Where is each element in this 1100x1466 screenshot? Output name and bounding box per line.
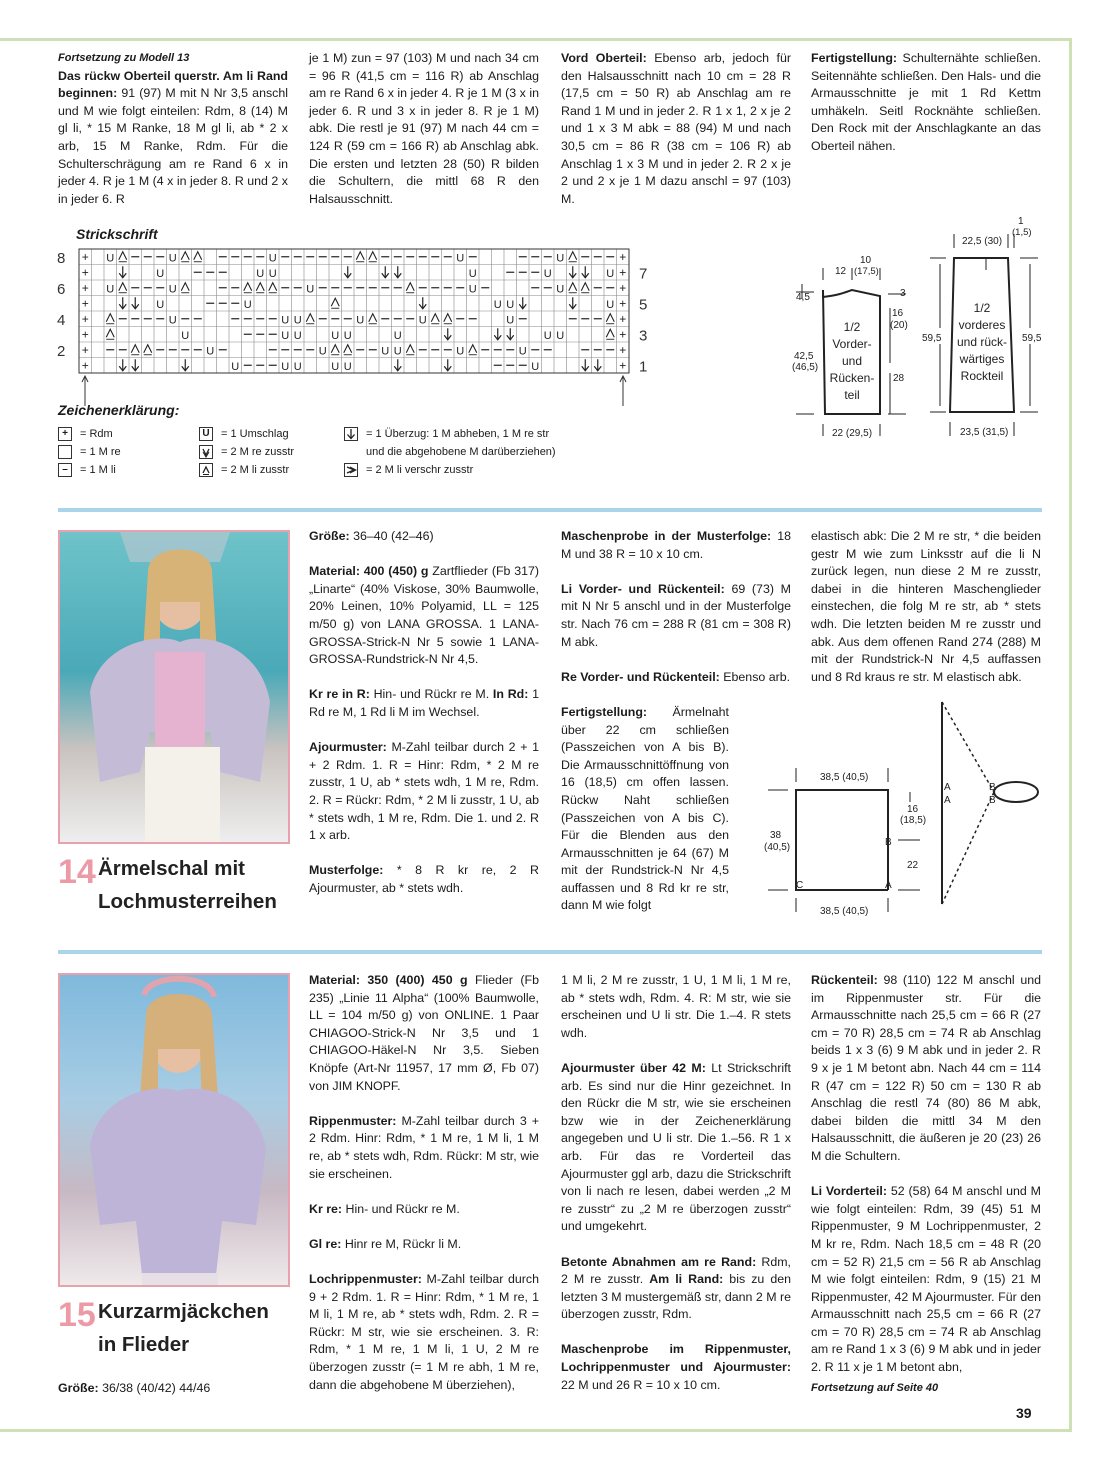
svg-text:1/2: 1/2 [973,301,991,315]
svg-text:+: + [619,265,627,280]
svg-text:U: U [206,345,215,358]
svg-text:+: + [81,342,89,357]
finishing-heading: Fertigstellung: [811,51,898,65]
continuation-footer: Fortsetzung auf Seite 40 [811,1382,939,1394]
front-top-heading: Vord Oberteil: [561,51,647,65]
svg-text:U: U [356,314,365,327]
svg-text:U: U [168,314,177,327]
svg-text:U: U [468,283,477,296]
svg-text:U: U [493,298,502,311]
svg-text:vorderes: vorderes [958,318,1006,332]
svg-text:teil: teil [844,388,860,402]
svg-text:+: + [81,249,89,264]
section-divider-2 [58,950,1042,954]
svg-text:U: U [181,329,190,342]
slip-pass-symbol [344,427,358,441]
chart-row-number-right: 3 [639,327,648,345]
svg-text:U: U [281,360,290,373]
chart-row-number-right: 1 [639,358,648,376]
p2tog-symbol [199,463,213,477]
shawl-bottom-dim: 38,5 (40,5) [820,906,869,917]
model-15-number: 15 [58,1296,96,1334]
svg-text:U: U [156,298,165,311]
shawl-left-dim-1: 38 [770,830,782,841]
shawl-mark-b3: B [989,795,996,806]
m15-col-2: Material: 350 (400) 450 g Flieder (Fb 235) „Linie 11 Alpha“ (100% Baumwolle, LL = 104 m/50 g) von ONLINE. 1 Paar CHIAGOO-Strick-N Nr 3,5 und 1 CHIAGOO-Häkel-N Nr 3,5. Sieben Knöpfe (Art-Nr 11957, 17 mm Ø, Fb 07) von JIM KNOPF. Rippenmuster: M-Zahl teilbar durch 3 + 2 Rdm. Hinr: Rdm, * 1 M re, 1 M li, 1 M re, ab * stets wdh, Rdm. Rückr: M str, wie sie erscheinen. Kr re: Hin- und Rückr re M. Gl re: Hinr re M, Rückr li M. Lochrippenmuster: M-Zahl teilbar durch 9 + 2 Rdm. 1. R = Hinr: Rdm, * 1 M re, 1 M li, 1 M re, ab * stets wdh, Rdm. 2. R = Rückr: M str, wie sie erscheinen. 3. R: Rdm, * 1 M re, 1 M li, 1 U, 2 M re überzogen zusstr (= 1 M re abh, 1 M re, dann die abgehobene M überziehen), [309,973,539,1392]
s1-h28: 28 [893,373,905,384]
svg-text:U: U [331,329,340,342]
legend-title: Zeichenerklärung: [58,402,180,418]
s2-n15: (1,5) [1012,227,1032,238]
legend-col-3: = 1 Überzug: 1 M abheben, 1 M re str und die abgehobene M darüberziehen) = 2 M li verschr zusstr [344,425,556,479]
svg-text:U: U [381,345,390,358]
section-divider-1 [58,508,1042,512]
bodice-schematic [780,248,920,448]
s2-h-right: 59,5 [1022,333,1042,344]
s1-h3: 3 [900,288,906,299]
shawl-r22: 22 [907,860,919,871]
svg-text:+: + [619,311,627,326]
svg-text:+: + [81,358,89,373]
svg-text:und rück-: und rück- [956,335,1008,349]
svg-text:Rücken-: Rücken- [829,371,875,385]
model-15-figure [60,975,290,1287]
svg-text:U: U [543,267,552,280]
svg-text:Vorder-: Vorder- [832,337,872,351]
shawl-r16: 16 [907,804,919,815]
s1-h465: (46,5) [792,362,819,373]
knitting-chart [55,246,665,406]
svg-text:U: U [468,267,477,280]
svg-text:U: U [393,345,402,358]
s2-h-left: 59,5 [922,333,942,344]
m14-col-3: Maschenprobe in der Musterfolge: 18 M und 38 R = 10 x 10 cm. Li Vorder- und Rückenteil: 69 (73) M mit N Nr 5 anschl und in der Musterfolge str. Nach 76 cm = 288 R (81 cm = 308 R) M abk. Re Vorder- und Rückenteil: Ebenso arb. Fertigstellung: Ärmelnaht über 22 cm schließen (Passzeichen von A bis B). Die Armausschnittöffnung von 16 (18,5) cm offen lassen. Rückw Naht schließen (Passzeichen von A bis C). Für die Blenden aus den Armausschnitten je 64 (67) M mit der Rundstrick-N Nr 4,5 auffassen und 8 Rd kr re str, dann M wie folgt [561,529,791,913]
page-number: 39 [1016,1405,1032,1421]
svg-text:U: U [168,283,177,296]
purl-symbol: – [58,463,72,477]
svg-text:wärtiges: wärtiges [959,352,1005,366]
svg-text:Rockteil: Rockteil [960,369,1004,383]
svg-text:U: U [156,267,165,280]
svg-text:U: U [556,252,565,265]
svg-text:+: + [81,311,89,326]
svg-text:+: + [619,249,627,264]
svg-text:U: U [418,314,427,327]
continuation-label: Fortsetzung zu Modell 13 [58,52,190,64]
svg-text:U: U [606,298,615,311]
s1-h45: 4,5 [796,292,810,303]
svg-text:U: U [456,345,465,358]
s1-w10: 10 [860,255,872,266]
top-col-1: Fortsetzung zu Modell 13 Das rückw Oberteil querstr. Am li Rand beginnen: 91 (97) M mit N Nr 3,5 anschl und M wie folgt einteilen: Rdm, 8 (14) M gl li, * 15 M Ranke, 18 M gl li, ab * 2 x arb, 15 M Ranke, Rdm. Für die Schulterschrägung am re Rand 6 x in jeder 4. R je 1 M (4 x in jeder 8. R und 2 x in jeder 6. R [58,52,288,206]
m15-col-3: 1 M li, 2 M re zusstr, 1 U, 1 M li, 1 M re, ab * stets wdh, Rdm. 4. R: M str, wie sie erscheinen und U li str. Die 1.–4. R stets wdh. Ajourmuster über 42 M: Lt Strickschrift arb. Es sind nur die Hinr gezeichnet. In den Rückr die M str, wie sie erscheinen bzw wie in der Zeichenerklärung angegeben und U li str. Die 1.–56. R 1 x arb. Für das re Vorderteil das Ajourmuster ggl arb, dazu die Strickschrift von li nach re lesen, dabei werden „2 M re zusstr“ zu „2 M re überzogen zusstr“ und umgekehrt. Betonte Abnahmen am re Rand: Rdm, 2 M re zusstr. Am li Rand: bis zu den letzten 3 M mustergemäß str, dann 2 M re überzogen zusstr, Rdm. Maschenprobe im Rippenmuster, Lochrippenmuster und Ajourmuster: 22 M und 26 R = 10 x 10 cm. [561,973,792,1392]
svg-text:U: U [231,360,240,373]
s2-top: 22,5 (30) [962,236,1003,247]
chart-row-number-left: 2 [57,342,66,360]
svg-text:U: U [106,252,115,265]
svg-text:1/2: 1/2 [843,320,861,334]
shawl-mark-b1: B [885,837,892,848]
top-col-3: Vord Oberteil: Ebenso arb, jedoch für den Halsausschnitt nach 10 cm = 28 R (17,5 cm = 50 R) ab Anschlag am re Rand 1 M und in jeder 2. R 1 x 1, 2 x je 2 und 1 x 3 M abk = 88 (94) M und nach 30,5 cm = 86 R (38 cm = 106 R) ab Anschlag 1 x 3 M und in jeder 2. R 2 x je 2 und 2 x je 1 M dazu anschl = 97 (103) M. [561,51,791,206]
svg-text:U: U [268,267,277,280]
svg-text:U: U [293,360,302,373]
chart-row-number-left: 4 [57,311,66,329]
svg-text:U: U [343,360,352,373]
s1-bottom: 22 (29,5) [832,428,873,439]
shawl-top-dim: 38,5 (40,5) [820,772,869,783]
svg-text:+: + [81,296,89,311]
svg-text:U: U [506,314,515,327]
svg-text:und: und [841,354,863,368]
svg-text:U: U [318,345,327,358]
svg-text:U: U [281,314,290,327]
svg-text:U: U [393,329,402,342]
s1-h16: 16 [892,308,904,319]
knit-symbol [58,445,72,459]
m14-col-2: Größe: 36–40 (42–46) Material: 400 (450) g Zartflieder (Fb 317) „Linarte“ (40% Viskose, 30% Baumwolle, 20% Leinen, 10% Polyamid, LL = 125 m/50 g) von LANA GROSSA. 1 LANA-GROSSA-Strick-N Nr 5 sowie 1 LANA-GROSSA-Rundstrick-N Nr 4,5. Kr re in R: Hin- und Rückr re M. In Rd: 1 Rd re M, 1 Rd li M im Wechsel. Ajourmuster: M-Zahl teilbar durch 2 + 1 + 2 Rdm. 1. R = Hinr: Rdm, * 2 M re zusstr, 1 U, ab * stets wdh, 1 M re, Rdm. 2. R = Rückr: Rdm, * 2 M li zusstr, 1 U, ab * stets wdh, 1 M re, Rdm. Die 1. und 2. R 1 x arb. Musterfolge: * 8 R kr re, 2 R Ajourmuster, ab * stets wdh. [309,529,539,895]
svg-text:+: + [619,358,627,373]
k2tog-symbol [199,445,213,459]
svg-text:+: + [619,342,627,357]
p2tog-tbl-symbol [344,463,358,477]
s1-w12: 12 [835,266,847,277]
svg-text:U: U [268,252,277,265]
s1-w175: (17,5) [854,266,879,277]
svg-text:U: U [168,252,177,265]
edge-stitch-symbol: + [58,427,72,441]
chart-row-number-left: 8 [57,249,66,267]
chart-title: Strickschrift [76,226,158,242]
shawl-mark-a2: A [944,782,951,793]
svg-text:U: U [543,329,552,342]
svg-text:U: U [456,252,465,265]
svg-text:U: U [281,329,290,342]
svg-text:+: + [81,327,89,342]
m15-col-4: Rückenteil: 98 (110) 122 M anschl und im Rippenmuster str. Für die Armausschnitte nach 25,5 cm = 66 R (27 cm = 70 R) 28,5 cm = 74 R ab Anschlag beids 1 x 3 (6) 9 M abk und in jeder 2. R 9 x je 1 M betont abn. Nach 44 cm = 114 R (47 cm = 122 R) 50 cm = 130 R ab Anschlag die restl 74 (80) 86 M abk, dabei bilden die mittl 34 M den Halsausschnitt, die äußeren je 20 (23) 26 M die Schultern. Li Vorderteil: 52 (58) 64 M anschl und M wie folgt einteilen: Rdm, 39 (45) 51 M Rippenmuster, 9 M Lochrippenmuster, 2 M kr re, Rdm. Nach 18,5 cm = 48 R (20 cm = 52 R) 21,5 cm = 56 R ab Anschlag M wie folgt einteilen: Rdm, 9 (15) 21 M Rippenmuster, 42 M Ajourmuster. Für den Armausschnitt nach 25,5 cm = 66 R (27 cm = 70 R) 28,5 cm = 74 R ab Anschlag am re Rand 1 x 3 (6) 9 M abk und in jeder 2. R 11 x je 1 M betont abn, Fortsetzung auf Seite 40 [811,972,1041,1394]
yarn-over-symbol: U [199,427,213,441]
s1-h20: (20) [890,320,908,331]
legend-col-1: + = Rdm = 1 M re – = 1 M li [58,425,121,479]
svg-text:U: U [606,267,615,280]
top-col-4: Fertigstellung: Schulternähte schließen. Seitennähte schließen. Den Hals- und die Armausschnitte je mit 1 Rd Kettm umhäkeln. Seitl Rocknähte schließen. Den Rock mit der Anschlagkante an das Oberteil nähen. [811,51,1041,153]
shawl-r185: (18,5) [900,815,927,826]
svg-text:U: U [331,360,340,373]
s1-h425: 42,5 [794,351,814,362]
svg-text:U: U [256,267,265,280]
svg-text:U: U [556,329,565,342]
shawl-mark-b2: B [989,782,996,793]
svg-text:U: U [518,345,527,358]
top-col-2: je 1 M) zun = 97 (103) M und nach 34 cm = 96 R (41,5 cm = 116 R) ab Anschlag am re Rand 6 x in jeder 4. R je 1 M (3 x in jeder 6. R und 3 x in jeder 8. R je 1 M) abk. Die restl je 91 (97) M nach 44 cm = 124 R (59 cm = 166 R) ab Anschlag abk. Die ersten und letzten 28 (50) R bilden die Schultern, die mittl 68 R den Halsausschnitt. [309,51,539,206]
model-15-photo [58,973,290,1287]
chart-row-number-left: 6 [57,280,66,298]
svg-text:U: U [343,329,352,342]
s2-n1: 1 [1018,216,1024,227]
model-14-title: Ärmelschal mit Lochmusterreihen [98,857,277,913]
back-top-heading: Das rückw Oberteil querstr. Am li Rand beginnen: [58,68,288,101]
m15-size: Größe: 36/38 (40/42) 44/46 [58,1381,211,1395]
svg-text:U: U [243,298,252,311]
shawl-schematic [760,690,1045,925]
svg-text:U: U [531,360,540,373]
svg-text:U: U [293,314,302,327]
shawl-mark-c: C [796,880,804,891]
svg-text:+: + [81,280,89,295]
m14-col-4: elastisch abk: Die 2 M re str, * die beiden gestr M wie zum Linksstr auf die li N zurück legen, nun diese 2 M re zusstr, dabei in die hinteren Maschenglieder einstechen, die folg M re str, ab * stets wdh. Die letzten beiden M re zusstr und abk. Aus dem offenen Rand 274 (288) M mit der Rundstrick-N Nr 4,5 auffassen und 8 Rd kraus re str. M elastisch abk. [811,529,1041,684]
shawl-left-dim-2: (40,5) [764,842,791,853]
model-15-title: Kurzarmjäckchen in Flieder [98,1300,269,1356]
legend-col-2: U = 1 Umschlag = 2 M re zusstr = 2 M li zusstr [199,425,294,479]
svg-text:+: + [619,296,627,311]
model-14-figure [60,532,290,844]
model-14-photo [58,530,290,844]
model-14-number: 14 [58,853,96,891]
svg-text:U: U [106,283,115,296]
svg-text:U: U [506,298,515,311]
skirt-schematic [920,210,1050,445]
shawl-mark-a3: A [944,795,951,806]
svg-text:U: U [556,283,565,296]
chart-row-number-right: 5 [639,296,648,314]
chart-row-number-right: 7 [639,265,648,283]
svg-text:+: + [619,280,627,295]
svg-text:+: + [619,327,627,342]
svg-text:U: U [306,283,315,296]
s2-bottom: 23,5 (31,5) [960,427,1009,438]
svg-text:+: + [81,265,89,280]
svg-text:U: U [293,329,302,342]
shawl-mark-a1: A [885,880,892,891]
